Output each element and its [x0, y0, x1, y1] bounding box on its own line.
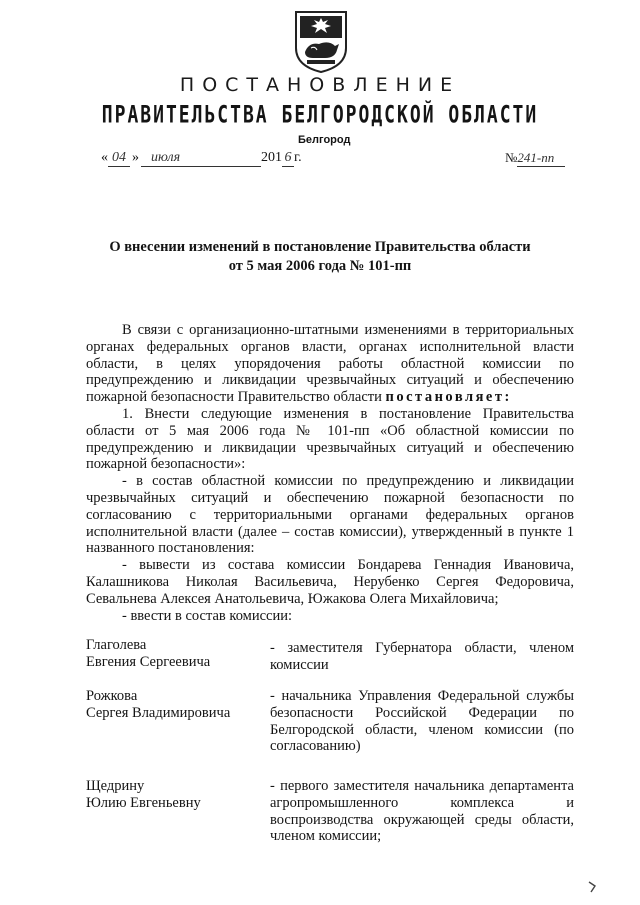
paragraph-composition: - в состав областной комиссии по предупреждению и ликвидации чрезвычайных ситуаций и обеспечению пожарной безопасности по согласованию с территориальными органами федеральных органов исполнительной власти (далее – состав комиссии), утвержденный в пункте 1 названного постановления:: [86, 473, 574, 557]
paragraph-item-1: 1. Внести следующие изменения в постановление Правительства области от 5 мая 2006 года № 101-пп «Об областной комиссии по предупреждению и ликвидации чрезвычайных ситуаций и обеспечению пожарной безопасности»:: [86, 405, 574, 473]
date-month: июля: [141, 150, 261, 167]
paragraph-add-members: - ввести в состав комиссии:: [122, 607, 293, 624]
city-name: Белгород: [298, 134, 351, 146]
resolution-keyword: постановляет:: [385, 389, 512, 406]
document-title: [100, 238, 540, 276]
member-name: Рожкова Сергея Владимировича: [86, 688, 231, 721]
member-role: - первого заместителя начальника департамента агропромышленного комплекса и воспроизводства окружающей среды области, членом комиссии;: [270, 778, 574, 845]
paragraph-remove-members: - вывести из состава комиссии Бондарева Геннадия Ивановича, Калашникова Николая Васильевича, Нерубенко Сергея Федоровича, Севальнева Алексея Анатольевича, Южакова Олега Михайловича;: [86, 557, 574, 607]
date-day: 04: [108, 150, 130, 167]
paragraph-preamble: В связи с организационно-штатными изменениями в территориальных органах федеральных органов власти, органах исполнительной власти области, в целях упорядочения работы областной комиссии по предупреждению и ликвидации чрезвычайных ситуаций и обеспечению пожарной безопасности Правительство области постановляет:: [86, 322, 574, 406]
member-name: Щедрину Юлию Евгеньевну: [86, 778, 201, 811]
document-number: №241-пп: [505, 150, 565, 167]
document-type: ПОСТАНОВЛЕНИЕ: [179, 74, 461, 96]
document-body: [86, 322, 574, 624]
title-line-2: от 5 мая 2006 года № 101-пп: [228, 258, 412, 274]
member-role: - заместителя Губернатора области, членом комиссии: [270, 640, 574, 673]
document-date: « 04 » июля 201 6 г.: [101, 150, 302, 165]
member-role: - начальника Управления Федеральной службы безопасности Российской Федерации по Белгородской области, членом комиссии (по согласованию): [270, 688, 574, 755]
date-year-suffix: 6: [282, 150, 294, 167]
title-line-1: О внесении изменений в постановление Правительства области: [109, 239, 531, 255]
member-name: Глаголева Евгения Сергеевича: [86, 637, 211, 670]
belgorod-coat-of-arms-icon: [291, 8, 351, 74]
issuing-authority: ПРАВИТЕЛЬСТВА БЕЛГОРОДСКОЙ ОБЛАСТИ: [101, 101, 539, 130]
document-number-value: 241-пп: [517, 150, 565, 167]
page-edge-mark: [587, 880, 599, 894]
